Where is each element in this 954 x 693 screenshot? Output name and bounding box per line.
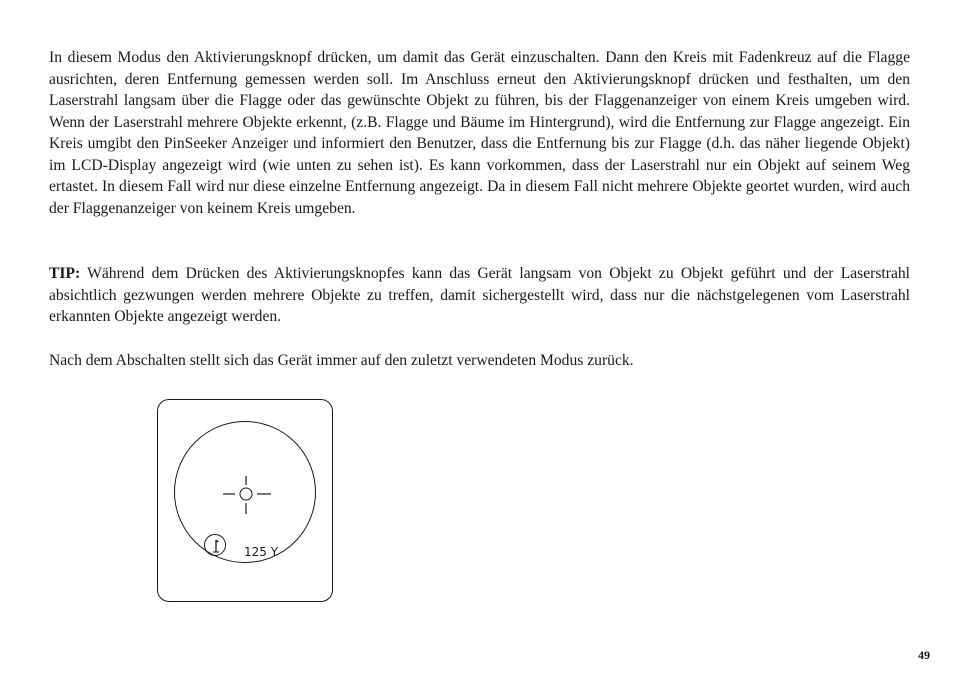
flag-icon: [205, 535, 227, 557]
tip-text: Während dem Drücken des Aktivierungsknopfes kann das Gerät langsam von Objekt zu Objekt geführt und der Laserstrahl absichtlich gezwungen werden mehrere Objekte zu treffen, damit sichergestellt wird, dass nur die nächstgelegenen vom Laserstrahl erkannten Objekte angezeigt werden.: [49, 265, 910, 325]
distance-readout: 125 Y: [244, 545, 279, 559]
shutdown-note-paragraph: Nach dem Abschalten stellt sich das Gerät immer auf den zuletzt verwendeten Modus zurück.: [49, 352, 634, 369]
crosshair-center-circle: [240, 488, 252, 500]
pinseeker-flag-indicator: [204, 534, 226, 556]
viewfinder-circle: [174, 421, 316, 563]
tip-label: TIP:: [49, 265, 81, 282]
mode-description-paragraph: In diesem Modus den Aktivierungsknopf drücken, um damit das Gerät einzuschalten. Dann den Kreis mit Fadenkreuz auf die Flagge ausrichten, deren Entfernung gemessen werden soll. Im Anschluss erneut den Aktivierungsknopf drücken und festhalten, um den Laserstrahl langsam über die Flagge oder das gewünschte Objekt zu führen, bis der Flaggenanzeiger von einem Kreis umgeben wird. Wenn der Laserstrahl mehrere Objekte erkennt, (z.B. Flagge und Bäume im Hintergrund), wird die Entfernung zur Flagge angezeigt. Ein Kreis umgibt den PinSeeker Anzeiger und informiert den Benutzer, dass die Entfernung bis zur Flagge (d.h. das näher liegende Objekt) im LCD-Display angezeigt wird (wie unten zu sehen ist). Es kann vorkommen, dass der Laserstrahl nur ein Objekt auf seinem Weg ertastet. In diesem Fall wird nur diese einzelne Entfernung angezeigt. Da in diesem Fall nicht mehrere Objekte geortet wurden, wird auch der Flaggenanzeiger von keinem Kreis umgeben.: [49, 49, 910, 217]
tip-paragraph: [49, 263, 910, 328]
page-number: 49: [918, 648, 930, 662]
lcd-display-illustration: [157, 399, 333, 602]
crosshair-icon: [175, 422, 315, 562]
